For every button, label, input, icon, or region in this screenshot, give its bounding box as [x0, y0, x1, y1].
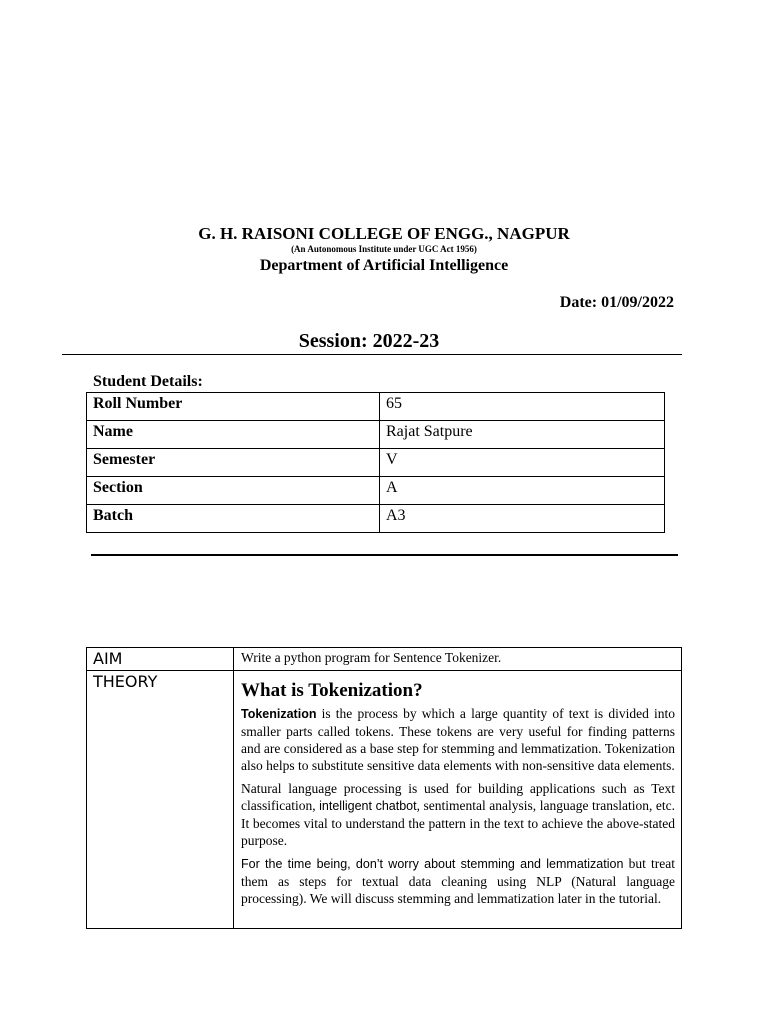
table-row	[87, 393, 665, 421]
college-name: G. H. RAISONI COLLEGE OF ENGG., NAGPUR	[198, 224, 570, 243]
session-title: Session: 2022-23	[298, 330, 440, 352]
header-divider	[62, 354, 682, 355]
theory-heading: What is Tokenization?	[241, 680, 423, 701]
theory-paragraph-3	[241, 855, 675, 907]
intelligent-chatbot-link[interactable]: intelligent chatbot	[319, 799, 417, 813]
section-divider	[91, 554, 678, 556]
practical-table	[86, 647, 682, 929]
tokenization-term: Tokenization	[241, 707, 317, 721]
college-subtitle: (An Autonomous Institute under UGC Act 1956)	[291, 244, 477, 254]
section-label: Section	[87, 477, 380, 505]
table-row	[87, 505, 665, 533]
semester-label: Semester	[87, 449, 380, 477]
aim-label: AIM	[87, 648, 234, 671]
batch-value: A3	[380, 505, 665, 533]
roll-number-value: 65	[380, 393, 665, 421]
table-row	[87, 648, 682, 671]
student-details-heading: Student Details:	[93, 373, 203, 390]
aim-cell	[234, 648, 682, 671]
document-date: Date: 01/09/2022	[559, 294, 674, 311]
paragraph-1-text: is the process by which a large quantity of text is divided into smaller parts called tokens. These tokens are very useful for finding patterns and are considered as a base step for stemming and lemmatization. Tokenization also helps to substitute sensitive data elements with non-sensitive data elements.	[241, 706, 675, 773]
section-value: A	[380, 477, 665, 505]
name-label: Name	[87, 421, 380, 449]
table-row	[87, 449, 665, 477]
aim-text: Write a python program for Sentence Tokenizer.	[241, 650, 502, 665]
paragraph-2-start: Natural language processing is used for building applications such as Text classification,	[241, 781, 675, 813]
batch-label: Batch	[87, 505, 380, 533]
paragraph-3-end: but treat them as steps for textual data cleaning using NLP (Natural language processing). We will discuss stemming and lemmatization later in the tutorial.	[241, 856, 675, 906]
semester-value: V	[380, 449, 665, 477]
table-row	[87, 671, 682, 929]
student-details-table	[86, 392, 665, 533]
theory-cell	[234, 671, 682, 929]
table-row	[87, 421, 665, 449]
department-title: Department of Artificial Intelligence	[259, 257, 509, 274]
paragraph-2-end: , sentimental analysis, language translation, etc. It becomes vital to understand the pattern in the text to achieve the above-stated purpose.	[241, 798, 675, 848]
theory-label: THEORY	[87, 671, 234, 929]
name-value: Rajat Satpure	[380, 421, 665, 449]
roll-number-label: Roll Number	[87, 393, 380, 421]
theory-content	[241, 672, 675, 928]
theory-paragraph-2	[241, 780, 675, 849]
table-row	[87, 477, 665, 505]
paragraph-3-start: For the time being, don’t worry about stemming and lemmatization	[241, 857, 624, 871]
theory-paragraph-1	[241, 705, 675, 774]
